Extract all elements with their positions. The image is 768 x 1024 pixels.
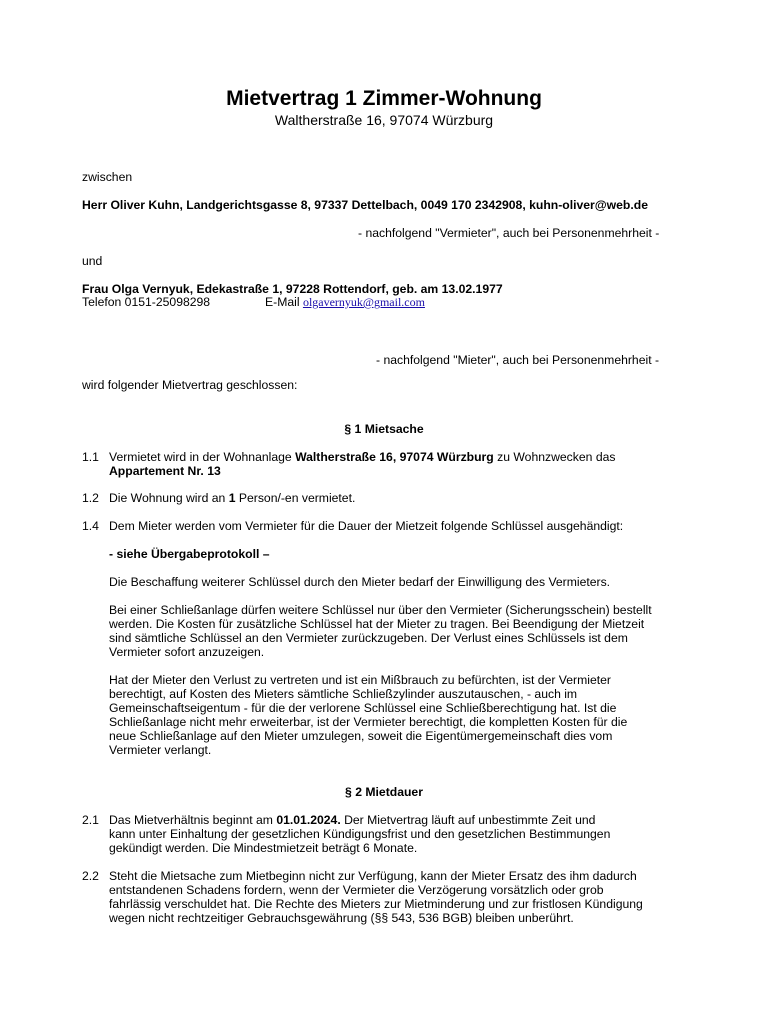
between-label: zwischen — [82, 170, 133, 184]
clause-2-1 — [109, 813, 681, 855]
tenant-line: Frau Olga Vernyuk, Edekastraße 1, 97228 Rottendorf, geb. am 13.02.1977 — [82, 282, 503, 296]
clause-text: Das Mietverhältnis beginnt am — [109, 813, 277, 827]
clause-bold-text: 1 — [228, 491, 236, 505]
clause-text: Der Mietvertrag läuft auf unbestimmte Zeit und — [340, 813, 596, 827]
tenant-phone: Telefon 0151-25098298 — [82, 295, 211, 309]
start-date: 01.01.2024. — [276, 813, 341, 827]
landlord-line: Herr Oliver Kuhn, Landgerichtsgasse 8, 97337 Dettelbach, 0049 170 2342908, kuhn-oliver@web.de — [82, 198, 648, 212]
text-line: entstandenen Schadens fordern, wenn der Vermieter die Verzögerung vorsätzlich oder grob — [109, 883, 604, 897]
and-label: und — [82, 254, 103, 268]
text-line: gekündigt werden. Die Mindestmietzeit beträgt 6 Monate. — [109, 841, 418, 855]
contract-concluded: wird folgender Mietvertrag geschlossen: — [82, 378, 298, 392]
clause-text: Dem Mieter werden vom Vermieter für die Dauer der Mietzeit folgende Schlüssel ausgehändigt: — [109, 519, 624, 533]
clause-1-1 — [109, 450, 681, 478]
clause-text: Die Wohnung wird an — [109, 491, 229, 505]
text-line: Steht die Mietsache zum Mietbeginn nicht zur Verfügung, kann der Mieter Ersatz des ihm dadurch — [109, 869, 637, 883]
clause-2-2 — [109, 869, 681, 925]
clause-1-4-paragraph-3 — [109, 603, 681, 659]
section-1-heading: § 1 Mietsache — [344, 422, 424, 436]
text-line: wegen nicht rechtzeitiger Gebrauchsgewährung (§§ 543, 536 BGB) bleiben unberührt. — [109, 911, 574, 925]
text-line: kann unter Einhaltung der gesetzlichen Kündigungsfrist und den gesetzlichen Bestimmungen — [109, 827, 611, 841]
clause-1-4-paragraph-2: Die Beschaffung weiterer Schlüssel durch den Mieter bedarf der Einwilligung des Vermieters. — [109, 575, 611, 589]
clause-1-4 — [109, 519, 681, 533]
clause-text: Person/-en vermietet. — [235, 491, 356, 505]
tenant-email-label: E-Mail — [265, 295, 300, 309]
landlord-note: - nachfolgend "Vermieter", auch bei Personenmehrheit - — [358, 226, 660, 240]
apartment-number: Appartement Nr. 13 — [109, 464, 221, 478]
clause-number: 1.2 — [82, 491, 99, 505]
text-line: Vermieter verlangt. — [109, 743, 212, 757]
clause-text: zu Wohnzwecken das — [493, 450, 616, 464]
text-line: Vermieter sofort anzuzeigen. — [109, 645, 265, 659]
text-line: Hat der Mieter den Verlust zu vertreten und ist ein Mißbrauch zu befürchten, ist der Vermieter — [109, 673, 611, 687]
document-subtitle: Waltherstraße 16, 97074 Würzburg — [274, 112, 494, 128]
text-line: Schließanlage nicht mehr erweiterbar, ist der Vermieter berechtigt, die kompletten Kosten für die — [109, 715, 628, 729]
clause-number: 2.1 — [82, 813, 99, 827]
text-line: Gemeinschaftseigentum - für die der verlorene Schlüssel eine Schließberechtigung hat. Ist die — [109, 701, 617, 715]
clause-1-4-paragraph-4 — [109, 673, 681, 757]
tenant-email-link[interactable]: olgavernyuk@gmail.com — [302, 295, 425, 309]
text-line: Bei einer Schließanlage dürfen weitere Schlüssel nur über den Vermieter (Sicherungsschein) bestellt — [109, 603, 652, 617]
clause-number: 1.4 — [82, 519, 99, 533]
tenant-note: - nachfolgend "Mieter", auch bei Personenmehrheit - — [376, 353, 660, 367]
tenant-email-row — [265, 295, 425, 309]
clause-number: 1.1 — [82, 450, 99, 464]
section-2-heading: § 2 Mietdauer — [345, 785, 423, 799]
text-line: werden. Die Kosten für zusätzliche Schlüssel hat der Mieter zu tragen. Bei Beendigung der Mietzeit — [109, 617, 645, 631]
text-line: berechtigt, auf Kosten des Mieters sämtliche Schließzylinder auszutauschen, - auch im — [109, 687, 578, 701]
document-title: Mietvertrag 1 Zimmer-Wohnung — [226, 87, 542, 110]
text-line: sind sämtliche Schlüssel an den Vermieter zurückzugeben. Der Verlust eines Schlüssels ist dem — [109, 631, 628, 645]
text-line: neue Schließanlage auf den Mieter umzulegen, soweit die Eigentümergemeinschaft dies vom — [109, 729, 613, 743]
handover-protocol-ref: - siehe Übergabeprotokoll – — [109, 547, 270, 561]
clause-text: Vermietet wird in der Wohnanlage — [109, 450, 296, 464]
text-line: fahrlässig verschuldet hat. Die Rechte des Mieters zur Mietminderung und zur fristlosen Kündigung — [109, 897, 643, 911]
clause-bold-text: Waltherstraße 16, 97074 Würzburg — [295, 450, 494, 464]
clause-number: 2.2 — [82, 869, 99, 883]
clause-1-2 — [109, 491, 681, 505]
